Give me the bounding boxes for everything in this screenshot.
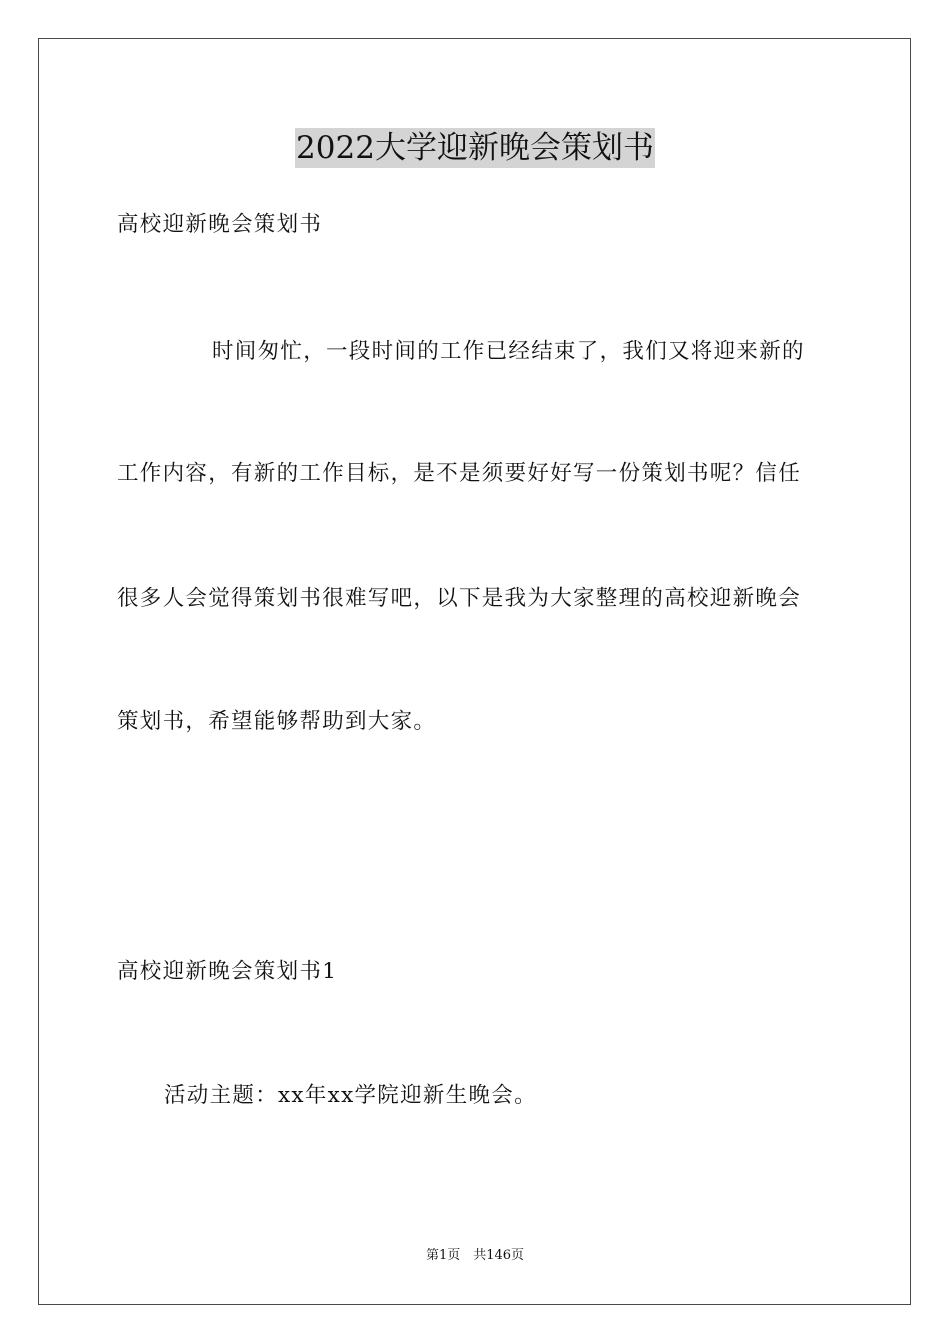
intro-line-3: 很多人会觉得策划书很难写吧，以下是我为大家整理的高校迎新晚会 — [117, 586, 802, 611]
activity-theme: 活动主题：xx年xx学院迎新生晚会。 — [164, 1083, 537, 1108]
document-title: 2022大学迎新晚会策划书 — [296, 130, 654, 166]
intro-line-2: 工作内容，有新的工作目标，是不是须要好好写一份策划书呢？信任 — [117, 461, 802, 486]
intro-line-1: 时间匆忙，一段时间的工作已经结束了，我们又将迎来新的 — [212, 339, 805, 364]
section-heading: 高校迎新晚会策划书1 — [117, 959, 338, 984]
title-container — [0, 128, 950, 168]
intro-line-4: 策划书，希望能够帮助到大家。 — [117, 709, 437, 734]
document-subtitle: 高校迎新晚会策划书 — [117, 212, 323, 237]
page-number-footer: 第1页 共146页 — [425, 1248, 525, 1263]
